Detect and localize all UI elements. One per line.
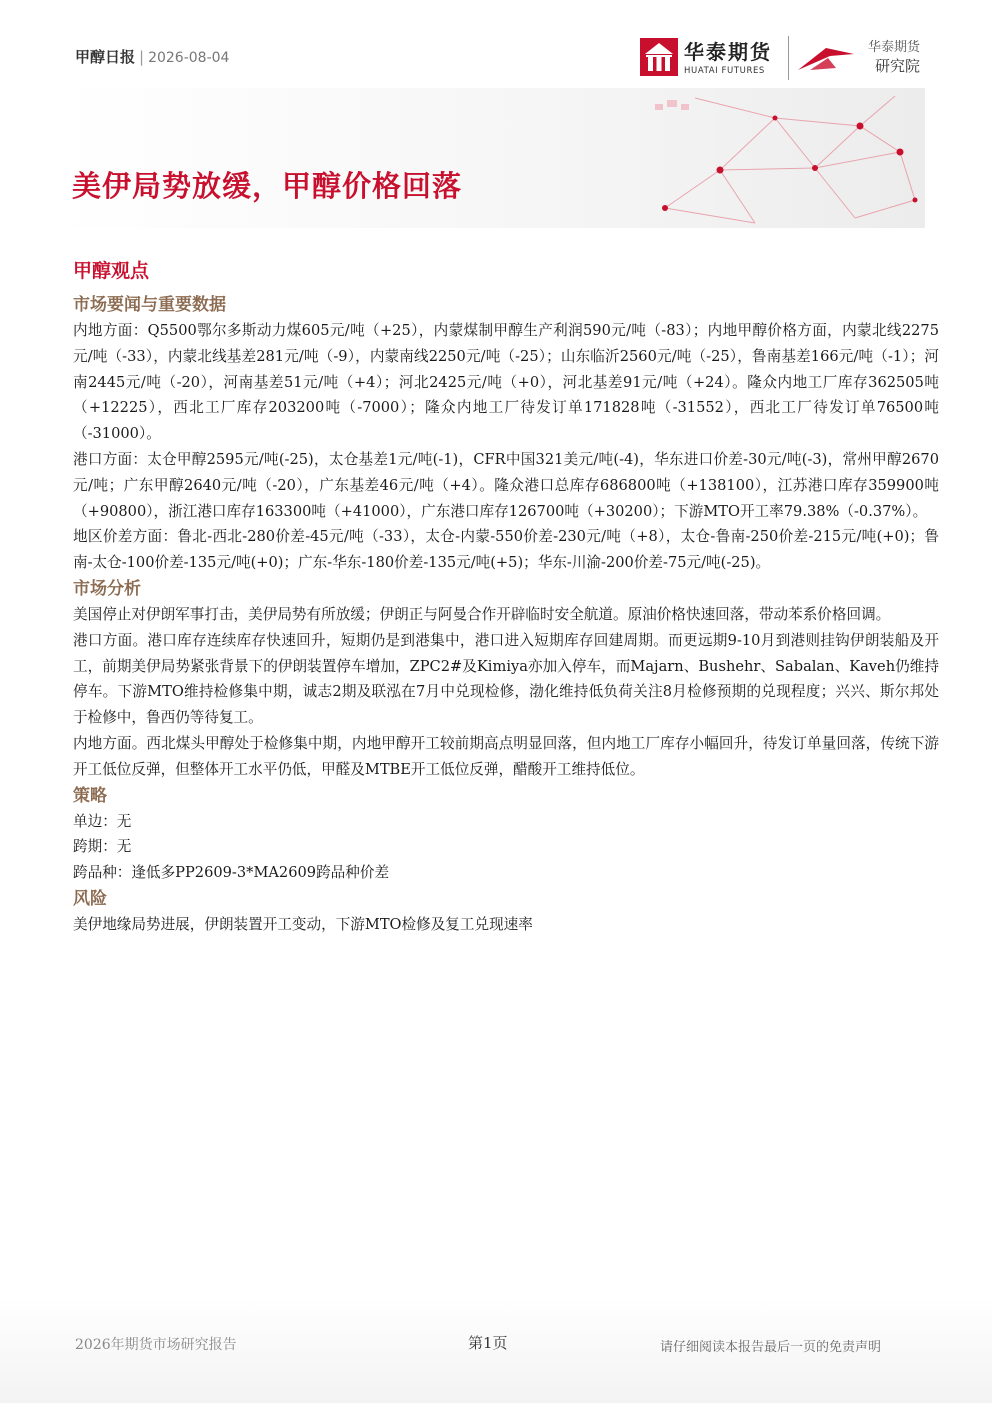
huatai-logo: [640, 36, 790, 80]
company-name-en: HUATAI FUTURES: [684, 66, 765, 76]
header-separator: |: [139, 48, 145, 66]
strategy-heading: 策略: [73, 785, 107, 806]
institute-name-bottom: 研究院: [874, 57, 920, 75]
risk-line: 美伊地缘局势进展，伊朗装置开工变动，下游MTO检修及复工兑现速率: [73, 915, 533, 933]
viewpoint-heading: 甲醇观点: [73, 260, 150, 282]
institute-logo: [796, 36, 926, 80]
company-name-cn: 华泰期货: [684, 40, 772, 64]
analysis-paragraph: 内地方面。西北煤头甲醇处于检修集中期，内地甲醇开工较前期高点明显回落，但内地工厂库存小幅回升，待发订单量回落，传统下游开工低位反弹，但整体开工水平仍低，甲醛及MTBE开工低位反弹，醋酸开工维持低位。: [73, 734, 939, 778]
market-news-paragraph: 地区价差方面：鲁北-西北-280价差-45元/吨（-33），太仓-内蒙-550价差-230元/吨（+8），太仓-鲁南-250价差-215元/吨(+0)；鲁南-太仓-100价差-135元/吨(+0)；广东-华东-180价差-135元/吨(+5)；华东-川渝-200价差-75元/吨(-25)。: [73, 528, 939, 572]
huatai-logo-icon: [640, 38, 678, 76]
institute-name-top: 华泰期货: [867, 40, 920, 55]
network-graphic: [55, 88, 925, 228]
title-banner: [55, 88, 925, 228]
risk-heading: 风险: [73, 888, 107, 909]
logo-divider: [788, 36, 789, 80]
page-title: 美伊局势放缓，甲醇价格回落: [72, 169, 463, 203]
analysis-paragraph: 美国停止对伊朗军事打击，美伊局势有所放缓；伊朗正与阿曼合作开辟临时安全航道。原油价格快速回落，带动苯系价格回调。: [73, 605, 891, 623]
strategy-line: 跨期：无: [73, 838, 132, 856]
analysis-paragraph: 港口方面。港口库存连续库存快速回升，短期仍是到港集中，港口进入短期库存回建周期。而更远期9-10月到港则挂钩伊朗装船及开工，前期美伊局势紧张背景下的伊朗装置停车增加，ZPC2#及Kimiya亦加入停车，而Majarn、Bushehr、Sabalan、Kaveh仍维持停车。下游MTO维持检修集中期，诚志2期及联泓在7月中兑现检修，渤化维持低负荷关注8月检修预期的兑现程度；兴兴、斯尔邦处于检修中，鲁西仍等待复工。: [73, 631, 939, 727]
institute-logo-icon: [796, 40, 856, 74]
report-content: [73, 256, 939, 938]
strategy-line: 跨品种：逢低多PP2609-3*MA2609跨品种价差: [73, 864, 390, 882]
market-news-heading: 市场要闻与重要数据: [73, 295, 226, 315]
page-number: 第1页: [468, 1334, 508, 1352]
report-date: 2026-08-04: [148, 50, 230, 66]
footer-report-name: 2026年期货市场研究报告: [75, 1337, 237, 1353]
disclaimer-note: 请仔细阅读本报告最后一页的免责声明: [660, 1340, 882, 1355]
report-header: [75, 46, 229, 67]
report-type: 甲醇日报: [75, 48, 136, 66]
market-news-paragraph: 内地方面：Q5500鄂尔多斯动力煤605元/吨（+25），内蒙煤制甲醇生产利润590元/吨（-83）；内地甲醇价格方面，内蒙北线2275元/吨（-33），内蒙北线基差281元/吨（-9），内蒙南线2250元/吨（-25）；山东临沂2560元/吨（-25），鲁南基差166元/吨（-1）；河南2445元/吨（-20），河南基差51元/吨（+4）；河北2425元/吨（+0），河北基差91元/吨（+24）。隆众内地工厂库存362505吨（+12225），西北工厂库存203200吨（-7000）；隆众内地工厂待发订单171828吨（-31552），西北工厂待发订单76500吨（-31000）。: [73, 322, 939, 443]
strategy-line: 单边：无: [73, 812, 132, 830]
analysis-heading: 市场分析: [73, 578, 141, 599]
market-news-paragraph: 港口方面：太仓甲醇2595元/吨(-25)，太仓基差1元/吨(-1)，CFR中国321美元/吨(-4)，华东进口价差-30元/吨(-3)，常州甲醇2670元/吨；广东甲醇2640元/吨（-20），广东基差46元/吨（+4）。隆众港口总库存686800吨（+138100），江苏港口库存359900吨（+90800），浙江港口库存163300吨（+41000），广东港口库存126700吨（+30200）；下游MTO开工率79.38%（-0.37%）。: [73, 450, 939, 520]
